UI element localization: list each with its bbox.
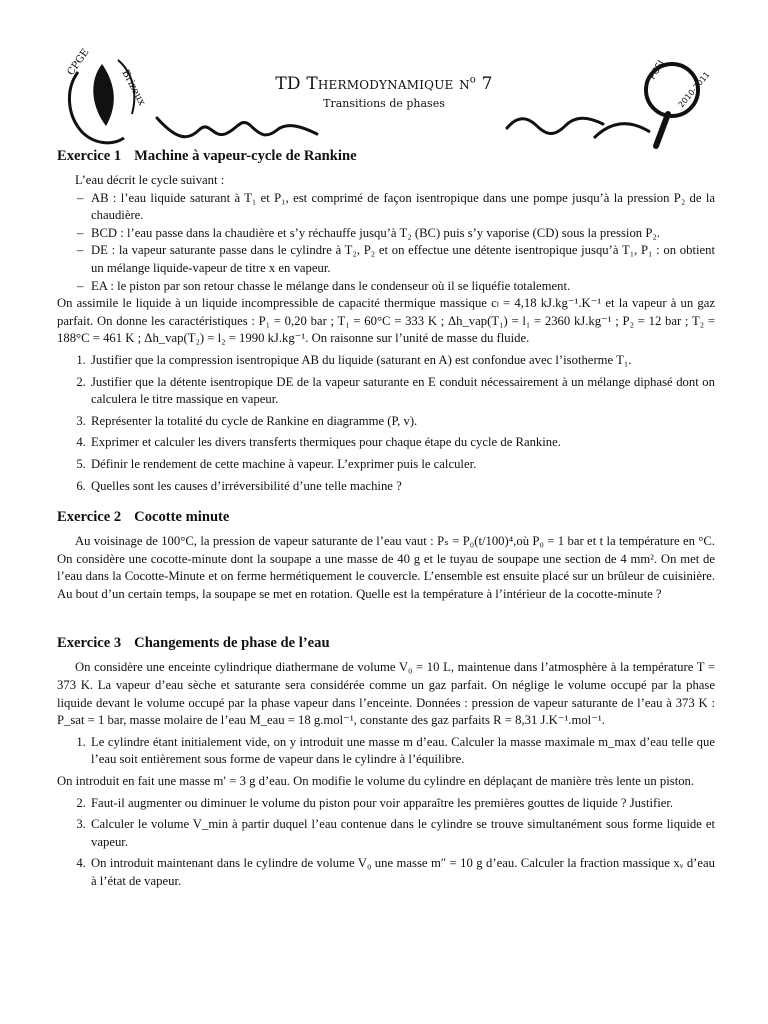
decorative-squiggle-left [155, 108, 320, 148]
question-item: 5. Définir le rendement de cette machine à vapeur. L’exprimer puis le calculer. [89, 456, 715, 474]
cycle-step: – BCD : l’eau passe dans la chaudière et s’y réchauffe jusqu’à T₂ (BC) puis s’y vaporise (CD) sous la pression P₂. [75, 225, 715, 243]
question-item: 1. Le cylindre étant initialement vide, on y introduit une masse m d’eau. Calculer la masse maximale m_max d’eau telle que l’eau soit entièrement sous forme de vapeur dans le cylindre à l’équilibre. [89, 734, 715, 769]
exercise-3-heading: Exercice 3 Changements de phase de l’eau [57, 635, 330, 652]
exercise-1-questions [57, 352, 715, 495]
pcsi-logo [590, 50, 720, 150]
cycle-step: – DE : la vapeur saturante passe dans le cylindre à T₂, P₂ et on effectue une détente isentropique jusqu’à T₁, P₁ : on obtient un mélange liquide-vapeur de titre x en vapeur. [75, 242, 715, 277]
question-item: 2. Justifier que la détente isentropique DE de la vapeur saturante en E conduit nécessairement à un mélange diphasé dont on calculera le titre massique en vapeur. [89, 374, 715, 409]
exercise-3-questions-part1 [57, 734, 715, 769]
page-subtitle: Transitions de phases [323, 97, 445, 110]
exercise-3-text: On considère une enceinte cylindrique diathermane de volume V₀ = 10 L, maintenue dans l’atmosphère à la température T = 373 K. La vapeur d’eau sèche et saturante sera considérée comme un gaz parfait. On néglige le volume occupé par la phase liquide devant le volume occupé par la phase vapeur dans l’enceinte. Données : pression de vapeur saturante de l’eau à 373 K : P_sat = 1 bar, masse molaire de l’eau M_eau = 18 g.mol⁻¹, constante des gaz parfaits R = 8,31 J.K⁻¹.mol⁻¹. [57, 660, 715, 728]
exercise-1-intro: L’eau décrit le cycle suivant : [75, 173, 225, 187]
logo-left-text-2: Brizeux [119, 68, 148, 108]
question-item: 4. On introduit maintenant dans le cylindre de volume V₀ une masse m″ = 10 g d’eau. Calculer la fraction massique xᵥ d’eau à l’état de vapeur. [89, 855, 715, 890]
logo-left-text-1: CPGE [65, 47, 92, 78]
question-item: 3. Calculer le volume V_min à partir duquel l’eau contenue dans le cylindre se trouve simultanément sous forme liquide et vapeur. [89, 816, 715, 851]
page-title: TD Thermodynamique $n^o$ 7 [275, 74, 493, 94]
exercise-1-assumptions: On assimile le liquide à un liquide incompressible de capacité thermique massique cₗ = 4,18 kJ.kg⁻¹.K⁻¹ et la vapeur à un gaz parfait. On donne les caractéristiques : P₁ = 0,20 bar ; T₁ = 60°C = 333 K ; Δh_vap(T₁) = l₁ = 2360 kJ.kg⁻¹ ; P₂ = 12 bar ; T₂ = 188°C = 461 K ; Δh_vap(T₂) = l₂ = 1990 kJ.kg⁻¹. On raisonne sur l’unité de masse du fluide. [57, 296, 715, 346]
exercise-2-text: Au voisinage de 100°C, la pression de vapeur saturante de l’eau vaut : Pₛ = P₀(t/100)⁴,où P₀ = 1 bar et t la température en °C. On considère une cocotte-minute dont la soupape a une masse de 40 g et le tuyau de soupape une section de 4 mm². On met de l’eau dans la Cocotte-Minute et on ferme hermétiquement le couvercle. L’ensemble est ensuite placé sur un brûleur de cuisinière. Au bout d’un certain temps, la soupape se met en rotation. Quelle est la température à l’intérieur de la cocotte-minute ? [57, 534, 715, 601]
question-item: 2. Faut-il augmenter ou diminuer le volume du piston pour voir apparaître les premières gouttes de liquide ? Justifier. [89, 795, 715, 813]
exercise-3-questions-part2 [57, 795, 715, 891]
exercise-1-heading: Exercice 1 Machine à vapeur-cycle de Rankine [57, 148, 357, 164]
question-item: 4. Exprimer et calculer les divers transferts thermiques pour chaque étape du cycle de Rankine. [89, 434, 715, 452]
logo-right-text-1: PCSI [647, 59, 667, 82]
question-item: 6. Quelles sont les causes d’irréversibilité d’une telle machine ? [89, 478, 715, 496]
question-item: 1. Justifier que la compression isentropique AB du liquide (saturant en A) est confondue avec l’isotherme T₁. [89, 352, 715, 370]
cycle-step: – EA : le piston par son retour chasse le mélange dans le condenseur où il se liquéfie totalement. [75, 278, 715, 296]
cycle-step: – AB : l’eau liquide saturant à T₁ et P₁, est comprimé de façon isentropique dans une pompe jusqu’à la pression P₂ de la chaudière. [75, 190, 715, 225]
logo-right-text-2: 2010-2011 [676, 70, 712, 110]
exercise-2-heading: Exercice 2 Cocotte minute [57, 509, 230, 526]
cycle-steps-list [57, 190, 715, 296]
exercise-3-middle-text: On introduit en fait une masse m′ = 3 g d’eau. On modifie le volume du cylindre en déplaçant de manière très lente un piston. [57, 774, 695, 789]
document-body [57, 146, 715, 895]
question-item: 3. Représenter la totalité du cycle de Rankine en diagramme (P, v). [89, 413, 715, 431]
